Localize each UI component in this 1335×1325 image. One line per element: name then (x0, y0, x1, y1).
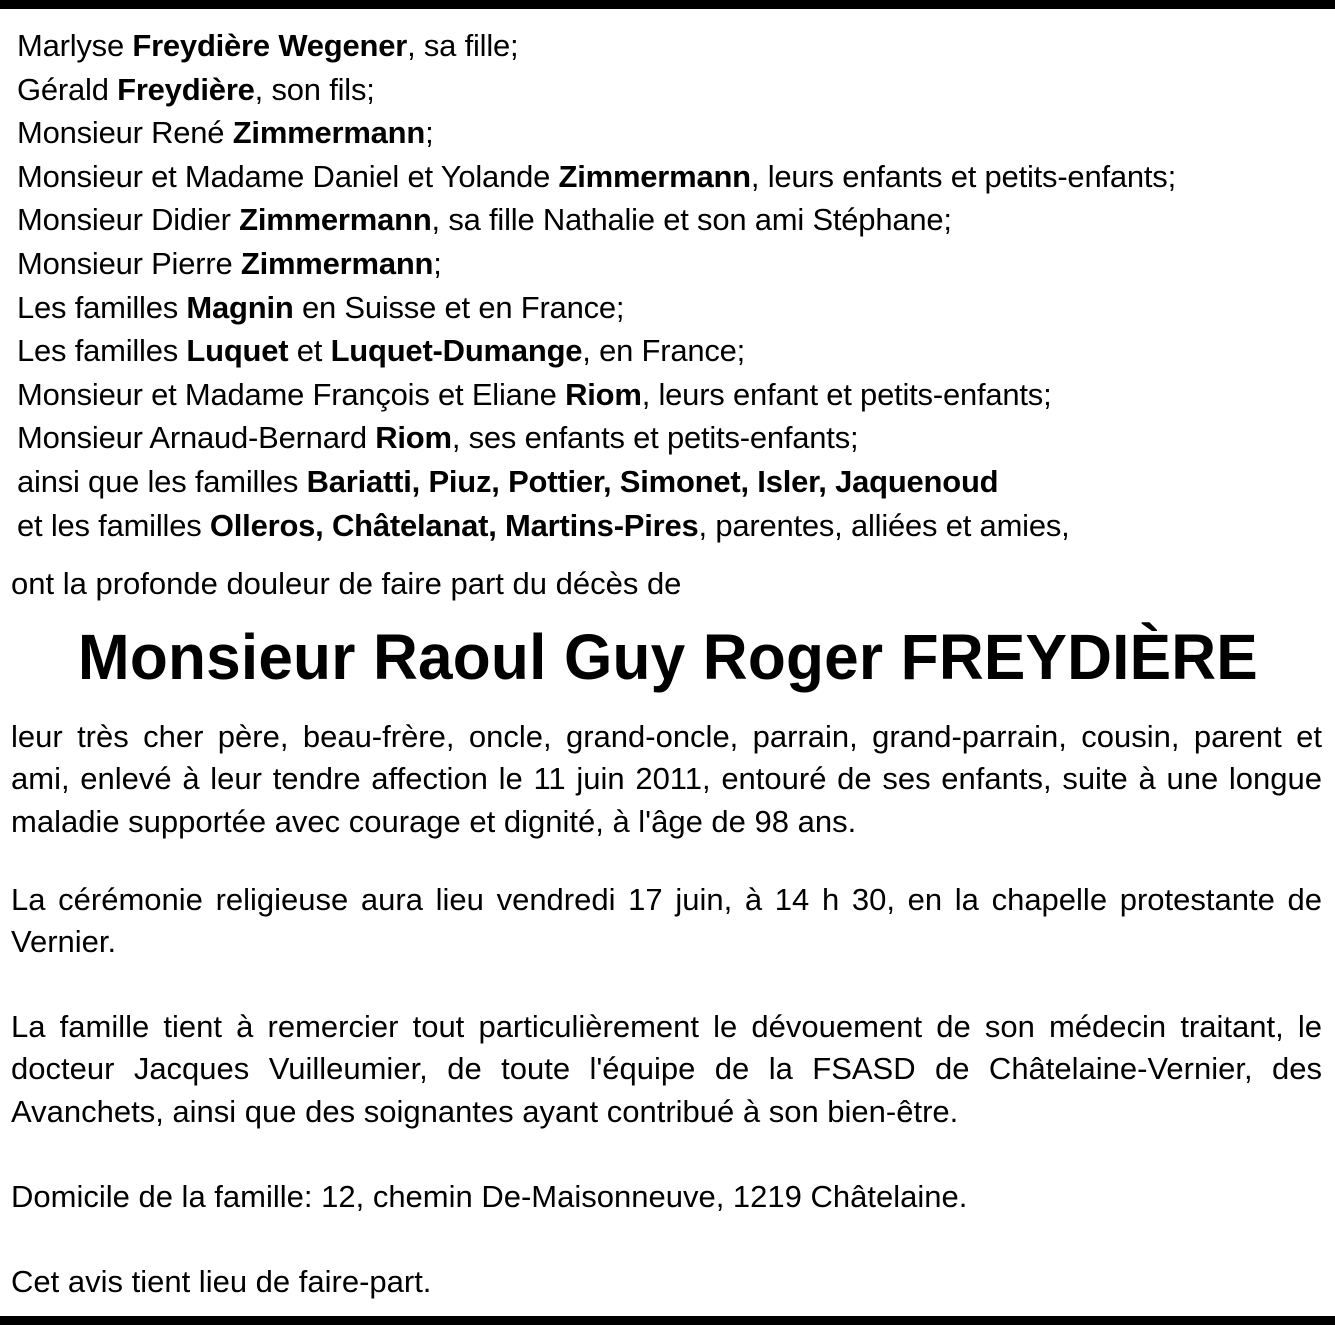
family-text: , leurs enfant et petits-enfants; (641, 376, 1052, 412)
family-text: Gérald (17, 71, 118, 107)
family-text: Monsieur et Madame François et Eliane (17, 376, 566, 412)
bottom-border-rule (0, 1316, 1335, 1325)
family-text: et les familles (17, 507, 210, 543)
family-surname: Freydière Wegener (132, 28, 408, 63)
family-line (17, 242, 1331, 286)
family-surname: Riom (565, 376, 642, 412)
family-text: Monsieur Didier (17, 202, 240, 238)
family-line (17, 68, 1331, 112)
family-surname: Zimmermann (240, 245, 434, 281)
family-line (17, 111, 1331, 155)
family-text: , son fils; (254, 71, 375, 107)
family-text: , parentes, alliées et amies, (698, 507, 1070, 543)
thanks-paragraph: La famille tient à remercier tout particulièrement le dévouement de son médecin traitant, le docteur Jacques Vuilleumier, de toute l'équipe de la FSASD de Châtelaine-Vernier, des Avanchets, ainsi que des soignantes ayant contribué à son bien-être. (11, 1009, 1322, 1129)
relationship-paragraph: leur très cher père, beau-frère, oncle, grand-oncle, parrain, grand-parrain, cousin, parent et ami, enlevé à leur tendre affection le 11 juin 2011, entouré de ses enfants, suite à une longue maladie supportée avec courage et dignité, à l'âge de 98 ans. (11, 719, 1322, 839)
family-text: , sa fille Nathalie et son ami Stéphane; (431, 202, 952, 238)
family-text: ainsi que les familles (17, 463, 307, 499)
family-surname: Luquet-Dumange (330, 333, 583, 369)
family-surname: Riom (375, 420, 452, 456)
family-text: , ses enfants et petits-enfants; (451, 420, 859, 456)
family-surname: Bariatti, Piuz, Pottier, Simonet, Isler, Jaquenoud (306, 463, 999, 499)
family-text: , sa fille; (407, 28, 519, 63)
family-line (17, 286, 1331, 330)
family-line (17, 198, 1331, 242)
family-surname: Luquet (186, 333, 289, 369)
family-surname: Freydière (117, 71, 255, 107)
family-line (17, 460, 1331, 504)
notice-line: Cet avis tient lieu de faire-part. (11, 1264, 432, 1299)
family-surname: Magnin (186, 289, 294, 325)
deceased-name-heading: Monsieur Raoul Guy Roger FREYDIÈRE (77, 621, 1258, 693)
family-line (17, 373, 1331, 417)
family-surname: Zimmermann (558, 158, 751, 194)
family-line (17, 416, 1331, 460)
family-text: ; (425, 115, 434, 151)
family-line (17, 329, 1331, 373)
ceremony-paragraph: La cérémonie religieuse aura lieu vendredi 17 juin, à 14 h 30, en la chapelle protestante de Vernier. (11, 882, 1322, 960)
family-text: et (288, 333, 331, 369)
family-surname: Olleros, Châtelanat, Martins-Pires (209, 507, 699, 543)
top-border-rule (0, 0, 1335, 9)
family-surname: Zimmermann (239, 202, 432, 238)
family-text: Les familles (17, 289, 187, 325)
family-text: , leurs enfants et petits-enfants; (750, 158, 1176, 194)
family-members-list (17, 24, 1333, 547)
family-text: ; (433, 245, 442, 281)
family-line (17, 504, 1331, 548)
family-text: Monsieur Pierre (17, 245, 241, 281)
family-text: Monsieur et Madame Daniel et Yolande (17, 158, 559, 194)
family-text: , en France; (582, 333, 746, 369)
family-text: Les familles (17, 333, 187, 369)
family-text: Monsieur René (17, 115, 233, 151)
announcement-intro: ont la profonde douleur de faire part du décès de (11, 566, 682, 601)
family-line (17, 24, 1331, 68)
family-address-line: Domicile de la famille: 12, chemin De-Maisonneuve, 1219 Châtelaine. (11, 1179, 968, 1214)
family-text: Marlyse (17, 28, 133, 63)
family-text: Monsieur Arnaud-Bernard (17, 420, 376, 456)
family-line (17, 155, 1331, 199)
family-surname: Zimmermann (232, 115, 426, 151)
family-text: en Suisse et en France; (293, 289, 625, 325)
